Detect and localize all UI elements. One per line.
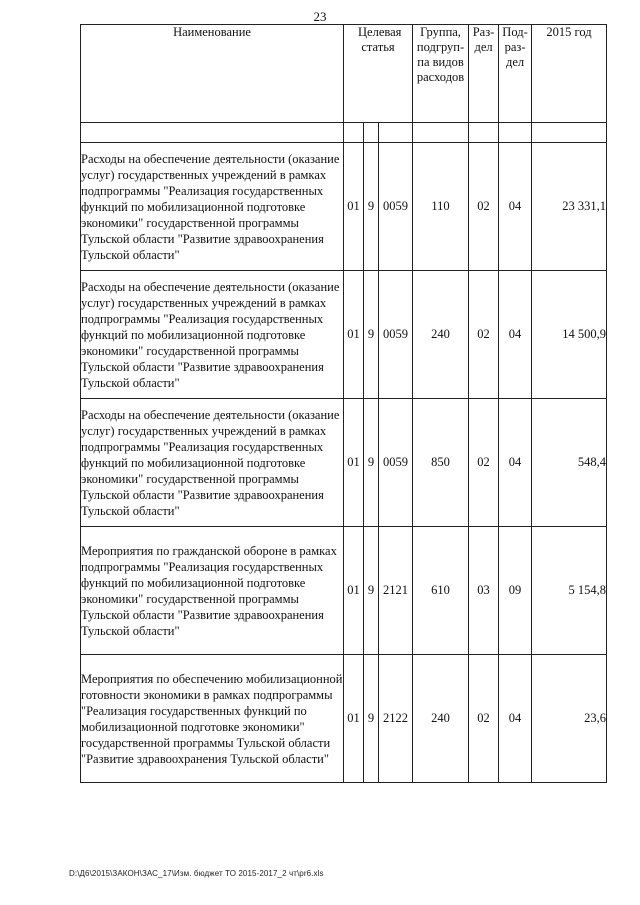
row-cs2: 9 [364, 271, 379, 399]
table-row [81, 271, 607, 399]
header-name: Наименование [81, 25, 344, 123]
row-cs3: 2121 [379, 527, 413, 655]
row-cs1: 01 [344, 271, 364, 399]
row-subsection: 04 [499, 655, 532, 783]
row-cs2: 9 [364, 399, 379, 527]
table-row [81, 143, 607, 271]
row-cs2: 9 [364, 655, 379, 783]
row-cs3: 0059 [379, 143, 413, 271]
row-name: Расходы на обеспечение деятельности (оказание услуг) государственных учреждений в рамках подпрограммы "Реализация государственных функций по мобилизационной подготовке экономики" государственной программы Тульской области "Развитие здравоохранения Тульской области" [81, 143, 344, 271]
row-name: Мероприятия по гражданской обороне в рамках подпрограммы "Реализация государственных функций по мобилизационной подготовке экономики" государственной программы Тульской области "Развитие здравоохранения Тульской области" [81, 527, 344, 655]
row-amount: 23,6 [532, 655, 607, 783]
file-path-footer: D:\Д6\2015\ЗАКОН\ЗАС_17\Изм. бюджет ТО 2015-2017_2 чт\pr6.xls [69, 869, 324, 878]
header-section: Раз-дел [469, 25, 499, 123]
row-cs3: 0059 [379, 271, 413, 399]
table-row [81, 527, 607, 655]
page-number: 23 [313, 9, 327, 24]
row-subsection: 04 [499, 143, 532, 271]
row-cs1: 01 [344, 399, 364, 527]
row-group: 850 [413, 399, 469, 527]
table-row [81, 655, 607, 783]
row-group: 110 [413, 143, 469, 271]
row-cs1: 01 [344, 143, 364, 271]
header-row [81, 25, 607, 123]
row-section: 02 [469, 271, 499, 399]
row-cs3: 0059 [379, 399, 413, 527]
header-group: Группа, подгруп-па видов расходов [413, 25, 469, 123]
row-cs2: 9 [364, 527, 379, 655]
row-cs2: 9 [364, 143, 379, 271]
row-section: 02 [469, 143, 499, 271]
row-group: 240 [413, 271, 469, 399]
table-row [81, 399, 607, 527]
row-cs3: 2122 [379, 655, 413, 783]
row-subsection: 04 [499, 271, 532, 399]
row-name: Мероприятия по обеспечению мобилизационной готовности экономики в рамках подпрограммы "Реализация государственных функций по мобилизационной подготовке экономики" государственной программы Тульской области "Развитие здравоохранения Тульской области" [81, 655, 344, 783]
row-subsection: 09 [499, 527, 532, 655]
row-group: 610 [413, 527, 469, 655]
row-amount: 23 331,1 [532, 143, 607, 271]
row-cs1: 01 [344, 527, 364, 655]
row-amount: 5 154,8 [532, 527, 607, 655]
header-target: Целевая статья [344, 25, 413, 123]
row-name: Расходы на обеспечение деятельности (оказание услуг) государственных учреждений в рамках подпрограммы "Реализация государственных функций по мобилизационной подготовке экономики" государственной программы Тульской области "Развитие здравоохранения Тульской области" [81, 399, 344, 527]
budget-table [80, 24, 607, 783]
header-subsection: Под-раз-дел [499, 25, 532, 123]
header-year: 2015 год [532, 25, 607, 123]
row-section: 02 [469, 655, 499, 783]
row-amount: 548,4 [532, 399, 607, 527]
row-subsection: 04 [499, 399, 532, 527]
row-name: Расходы на обеспечение деятельности (оказание услуг) государственных учреждений в рамках подпрограммы "Реализация государственных функций по мобилизационной подготовке экономики" государственной программы Тульской области "Развитие здравоохранения Тульской области" [81, 271, 344, 399]
row-section: 03 [469, 527, 499, 655]
row-group: 240 [413, 655, 469, 783]
row-amount: 14 500,9 [532, 271, 607, 399]
row-cs1: 01 [344, 655, 364, 783]
row-section: 02 [469, 399, 499, 527]
spacer-row [81, 123, 607, 143]
